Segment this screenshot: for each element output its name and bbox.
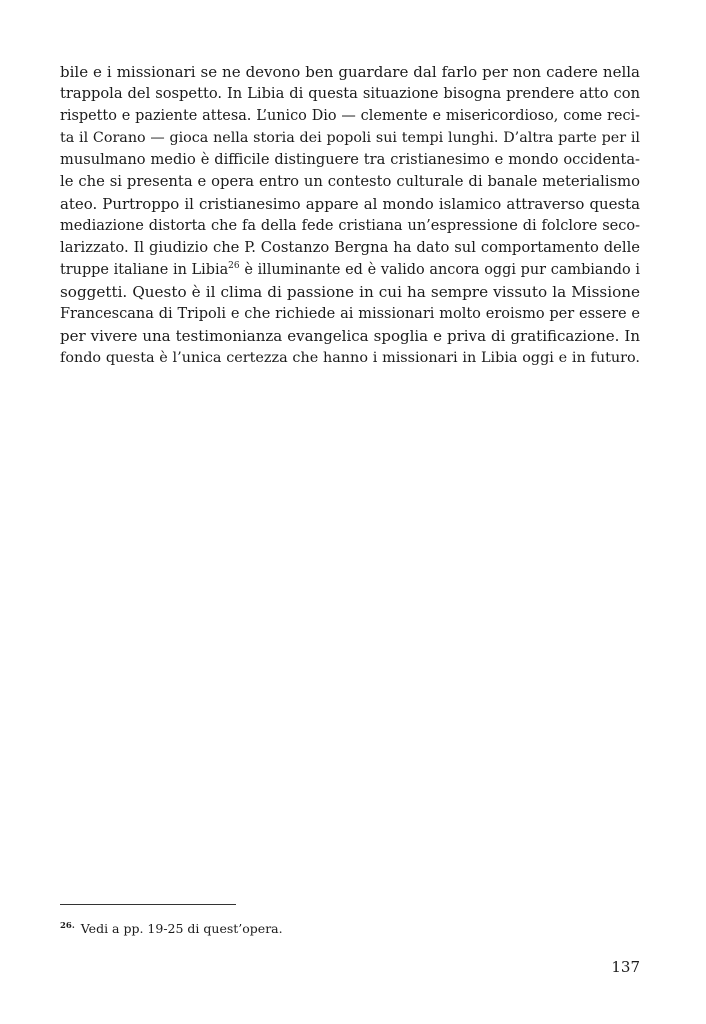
footnote-number: 26. [60,921,75,931]
footnote [60,918,283,937]
text-line: rispetto e paziente attesa. L’unico Dio — clemente e misericordioso, come reci- [60,108,640,124]
text-line: per vivere una testimonianza evangelica spoglia e priva di gratificazione. In [60,327,640,345]
text-segment: truppe italiane in Libia [60,262,229,278]
footnote-divider [60,904,236,905]
text-line: soggetti. Questo è il clima di passione in cui ha sempre vissuto la Missione [60,283,640,301]
text-line: le che si presenta e opera entro un contesto culturale di banale meterialismo [60,173,640,190]
text-line: trappola del sospetto. In Libia di questa situazione bisogna prendere atto con [60,85,640,102]
text-line-with-footnote-ref [60,259,640,281]
text-line: ta il Corano — gioca nella storia dei popoli sui tempi lunghi. D’altra parte per il [60,130,640,146]
text-line: fondo questa è l’unica certezza che hanno i missionari in Libia oggi e in futuro. [60,350,640,366]
text-line: bile e i missionari se ne devono ben guardare dal farlo per non cadere nella [60,63,640,81]
page-number: 137 [611,958,640,976]
text-line: Francescana di Tripoli e che richiede ai missionari molto eroismo per essere e [60,306,640,322]
footnote-text: Vedi a pp. 19-25 di quest’opera. [80,921,283,936]
text-line: ateo. Purtroppo il cristianesimo appare al mondo islamico attraverso questa [60,195,640,213]
footnote-reference[interactable]: 26 [228,261,240,271]
body-text [60,61,640,369]
text-segment: è illuminante ed è valido ancora oggi pur cambiando i [239,262,640,278]
text-line: mediazione distorta che fa della fede cristiana un’espressione di folclore seco- [60,218,640,234]
text-line: larizzato. Il giudizio che P. Costanzo Bergna ha dato sul comportamento delle [60,239,640,256]
text-line: musulmano medio è difficile distinguere tra cristianesimo e mondo occidenta- [60,151,640,168]
